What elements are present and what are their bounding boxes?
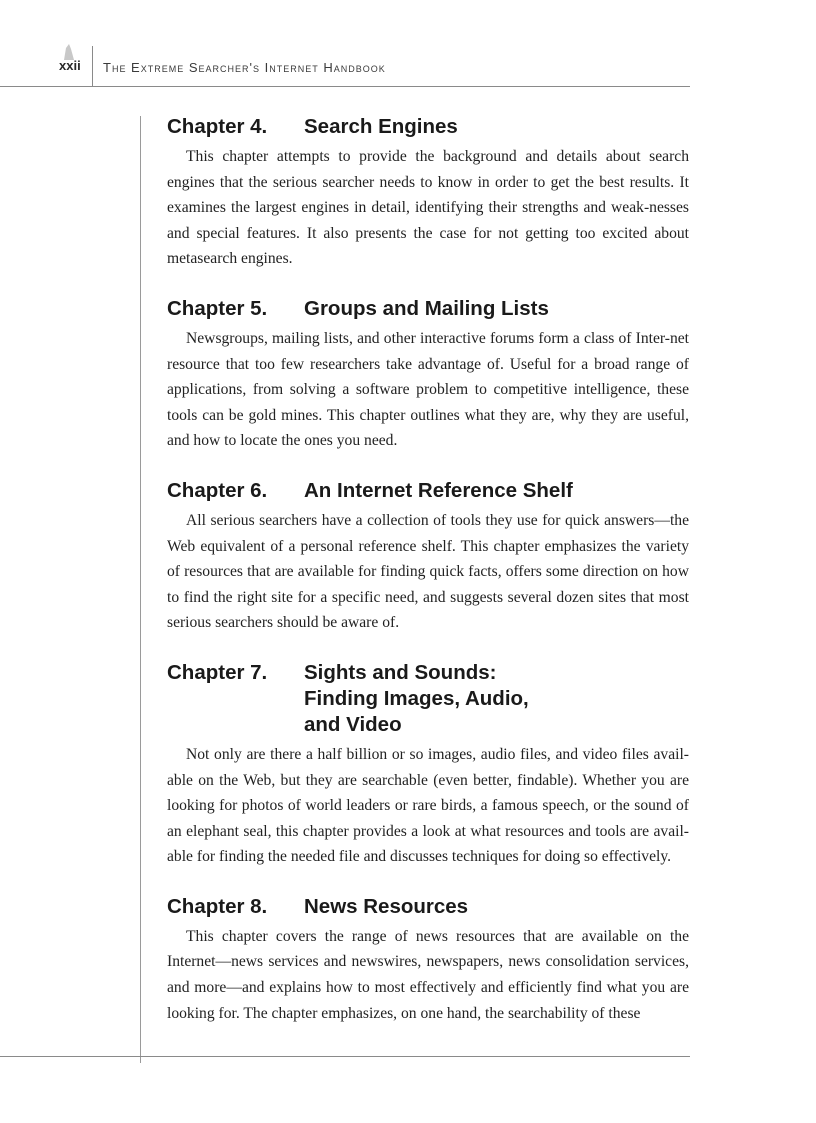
chapter-4-section — [167, 114, 689, 272]
chapter-number: Chapter 7. — [167, 660, 268, 684]
chapter-heading — [167, 894, 689, 920]
chapter-heading — [167, 296, 689, 322]
chapter-summary: Newsgroups, mailing lists, and other interactive forums form a class of Inter-net resource that too few researchers take advantage of. Useful for a broad range of applications, from solving a software problem to competitive intelligence, these tools can be gold mines. This chapter outlines what they are, why they are useful, and how to locate the ones you need. — [167, 329, 689, 450]
chapter-title-line: News Resources — [304, 894, 469, 918]
chapter-title — [304, 660, 529, 738]
chapter-title-line: An Internet Reference Shelf — [304, 478, 573, 502]
chapter-heading — [167, 114, 689, 140]
chapter-7-section — [167, 660, 689, 870]
chapter-title — [304, 478, 573, 504]
chapter-summary: This chapter covers the range of news resources that are available on the Internet—news services and newswires, newspapers, news consolidation services, and more—and explains how to most effectively and efficiently find what you are looking for. The chapter emphasizes, on one hand, the searchability of these — [167, 927, 689, 1022]
chapter-heading — [167, 478, 689, 504]
chapter-heading — [167, 660, 689, 738]
chapter-title-line: and Video — [304, 712, 402, 736]
header-divider — [92, 46, 93, 86]
margin-rule — [140, 116, 141, 1063]
chapter-title-line: Sights and Sounds: — [304, 660, 497, 684]
chapter-number: Chapter 6. — [167, 478, 268, 502]
footer-rule — [0, 1056, 690, 1057]
chapter-title — [304, 894, 468, 920]
chapter-5-section — [167, 296, 689, 454]
running-title: The Extreme Searcher's Internet Handbook — [103, 60, 386, 75]
chapter-title-line: Search Engines — [304, 115, 458, 138]
chapter-summary: This chapter attempts to provide the background and details about search engines that the serious searcher needs to know in order to get the best results. It examines the largest engines in detail, identifying their strengths and weak-nesses and special features. It also presents the case for not getting too excited about metasearch engines. — [167, 148, 689, 268]
chapter-title-line: Groups and Mailing Lists — [304, 296, 549, 320]
chapter-summary: Not only are there a half billion or so images, audio files, and video files avail-able on the Web, but they are searchable (even better, findable). Whether you are looking for photos of world leaders or rare birds, a famous speech, or the sound of an elephant seal, this chapter provides a look at what resources and tools are avail-able for finding the needed file and discusses techniques for doing so effectively. — [167, 745, 689, 866]
chapter-number: Chapter 8. — [167, 894, 268, 918]
page-header — [0, 0, 816, 88]
chapter-6-section — [167, 478, 689, 636]
page-content — [167, 114, 689, 1050]
chapter-title-line: Finding Images, Audio, — [304, 686, 529, 710]
chapter-number: Chapter 5. — [167, 296, 268, 320]
chapter-title — [304, 296, 549, 322]
chapter-title — [304, 114, 458, 140]
chapter-number: Chapter 4. — [167, 115, 268, 138]
chapter-8-section — [167, 894, 689, 1026]
page-number: xxii — [59, 58, 81, 73]
header-rule — [0, 86, 690, 87]
chapter-summary: All serious searchers have a collection of tools they use for quick answers—the Web equivalent of a personal reference shelf. This chapter emphasizes the variety of resources that are available for finding quick facts, offers some direction on how to find the right site for a specific need, and suggests several dozen sites that most serious searchers should be aware of. — [167, 511, 689, 632]
